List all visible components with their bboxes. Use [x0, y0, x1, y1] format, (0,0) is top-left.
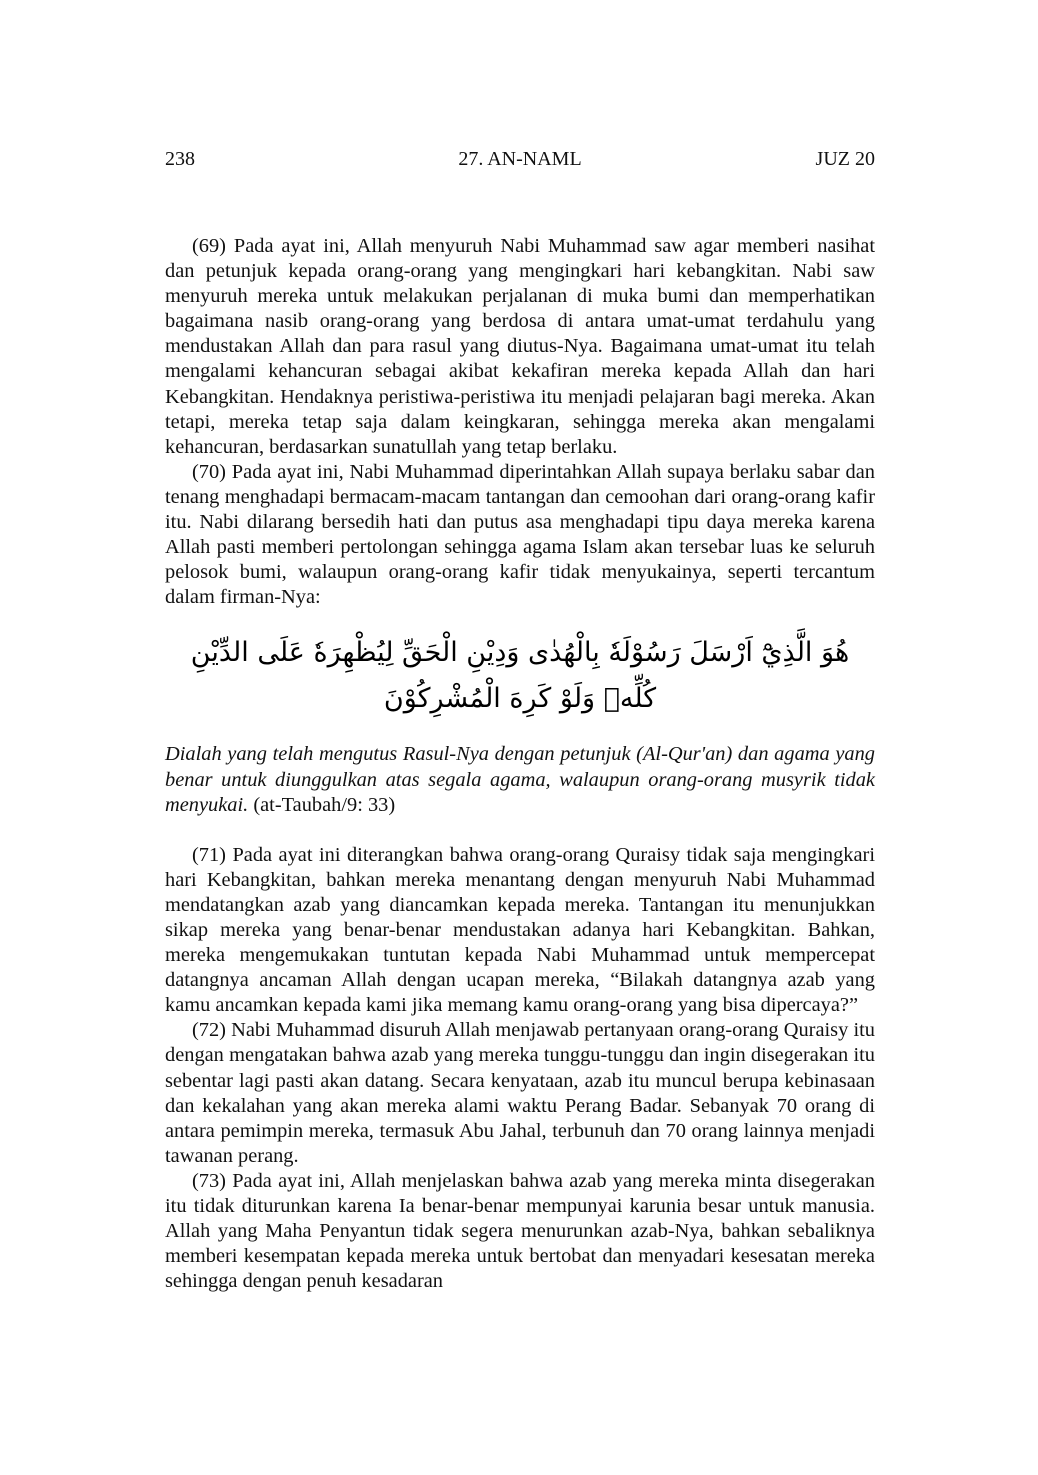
juz-label: JUZ 20: [815, 148, 875, 170]
paragraph-70: (70) Pada ayat ini, Nabi Muhammad diperintahkan Allah supaya berlaku sabar dan tenang menghadapi bermacam-macam tantangan dan cemoohan dari orang-orang kafir itu. Nabi dilarang bersedih hati dan putus asa menghadapi tipu daya mereka karena Allah pasti memberi pertolongan sehingga agama Islam akan tersebar luas ke seluruh pelosok bumi, walaupun orang-orang kafir tidak menyukainya, seperti tercantum dalam firman-Nya:: [165, 460, 875, 609]
verse-translation: [165, 742, 875, 817]
paragraph-72: (72) Nabi Muhammad disuruh Allah menjawab pertanyaan orang-orang Quraisy itu dengan mengatakan bahwa azab yang mereka tunggu-tunggu dan ingin disegerakan itu sebentar lagi pasti akan datang. Secara kenyataan, azab itu muncul berupa kebinasaan dan kekalahan yang akan mereka alami waktu Perang Badar. Sebanyak 70 orang di antara pemimpin mereka, termasuk Abu Jahal, terbunuh dan 70 orang lainnya menjadi tawanan perang.: [165, 1019, 875, 1167]
translation-text: Dialah yang telah mengutus Rasul-Nya dengan petunjuk (Al-Qur'an) dan agama yang benar untuk diunggulkan atas segala agama, walaupun orang-orang musyrik tidak menyukai.: [165, 743, 875, 816]
surah-title: 27. AN-NAML: [458, 148, 582, 170]
spacer: [165, 818, 875, 843]
page-number: 238: [165, 148, 195, 170]
arabic-verse: هُوَ الَّذِيْٓ اَرْسَلَ رَسُوْلَهٗ بِالْهُدٰى وَدِيْنِ الْحَقِّ لِيُظْهِرَهٗ عَلَى الدِّيْنِ كُلِّهٖ وَلَوْ كَرِهَ الْمُشْرِكُوْنَ: [190, 637, 850, 715]
page-body: [165, 234, 875, 1294]
paragraph-73: (73) Pada ayat ini, Allah menjelaskan bahwa azab yang mereka minta disegerakan itu tidak diturunkan karena Ia benar-benar mempunyai karunia besar untuk manusia. Allah yang Maha Penyantun tidak segera menurunkan azab-Nya, bahkan sebaliknya memberi kesempatan kepada mereka untuk bertobat dan menyadari kesesatan mereka sehingga dengan penuh kesadaran: [165, 1169, 875, 1293]
paragraph-71: (71) Pada ayat ini diterangkan bahwa orang-orang Quraisy tidak saja mengingkari hari Kebangkitan, bahkan mereka menantang dengan menyuruh Nabi Muhammad mendatangkan azab yang diancamkan kepada mereka. Tantangan itu menunjukkan sikap mereka yang benar-benar mendustakan adanya hari Kebangkitan. Bahkan, mereka mengemukakan tuntutan kepada Nabi Muhammad untuk mempercepat datangnya ancaman Allah dengan ucapan mereka, “Bilakah datangnya azab yang kamu ancamkan kepada kami jika memang kamu orang-orang yang bisa dipercaya?”: [165, 843, 875, 1017]
paragraph-69: (69) Pada ayat ini, Allah menyuruh Nabi Muhammad saw agar memberi nasihat dan petunjuk kepada orang-orang yang mengingkari hari kebangkitan. Nabi saw menyuruh mereka untuk melakukan perjalanan di muka bumi dan memperhatikan bagaimana nasib orang-orang yang berdosa di antara umat-umat terdahulu yang mendustakan Allah dan para rasul yang diutus-Nya. Bagaimana umat-umat itu telah mengalami kehancuran sebagai akibat kekafiran mereka kepada Allah dan hari Kebangkitan. Hendaknya peristiwa-peristiwa itu menjadi pelajaran bagi mereka. Akan tetapi, mereka tetap saja dalam keingkaran, sehingga mereka akan mengalami kehancuran, berdasarkan sunatullah yang tetap berlaku.: [165, 235, 875, 458]
page-header: [165, 148, 875, 174]
verse-reference: (at-Taubah/9: 33): [253, 793, 396, 816]
